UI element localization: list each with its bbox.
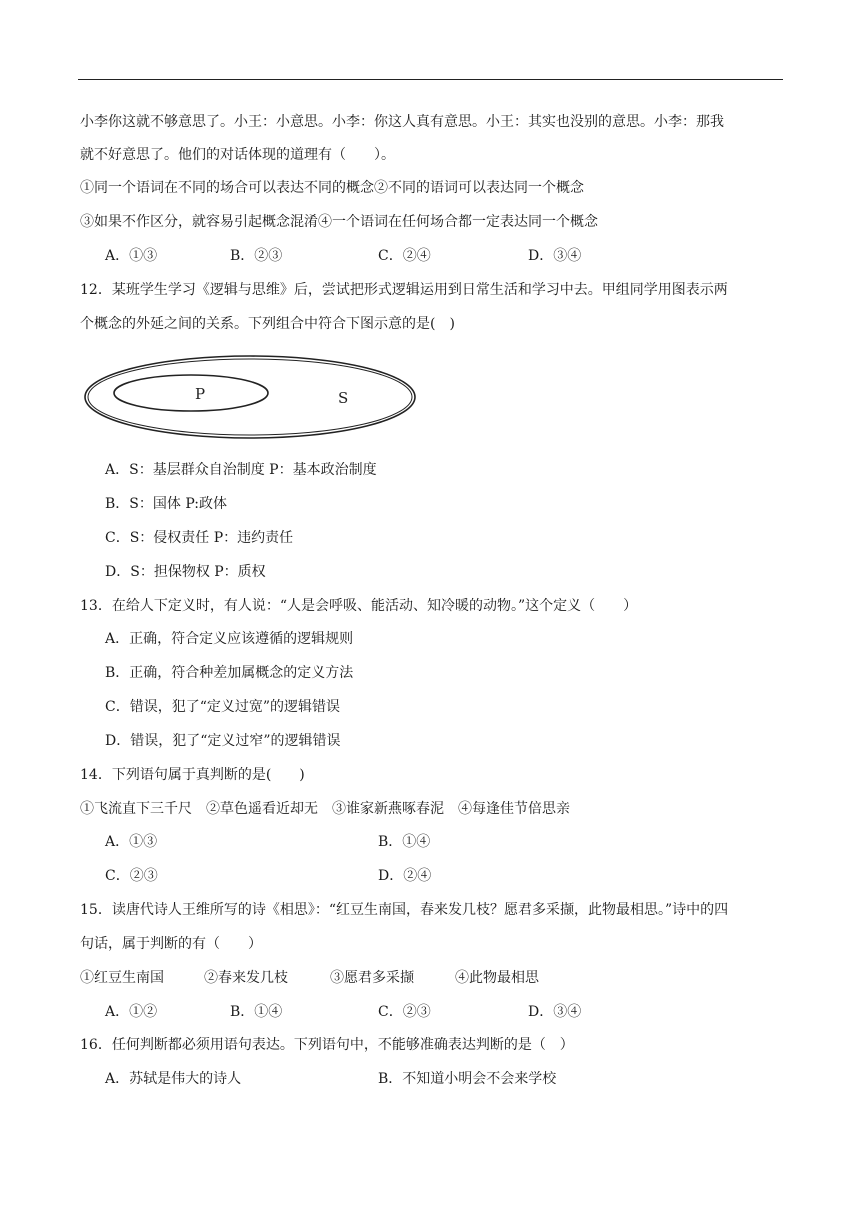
q14-stem: 14．下列语句属于真判断的是( ) (80, 767, 305, 783)
q15-option-c[interactable]: C．②③ (378, 1004, 431, 1020)
inner-ellipse-p (114, 375, 268, 411)
q13-option-d[interactable]: D．错误，犯了“定义过窄”的逻辑错误 (105, 733, 341, 749)
q15-item-1: ①红豆生南国 (80, 970, 164, 986)
q14-option-a[interactable]: A．①③ (105, 834, 158, 850)
outer-ellipse-s-inner-stroke (88, 359, 412, 435)
q12-option-d[interactable]: D．S：担保物权 P：质权 (105, 564, 266, 580)
q16-stem: 16．任何判断都必须用语句表达。下列语句中，不能够准确表达判断的是（ ） (80, 1037, 574, 1053)
q14-option-c[interactable]: C．②③ (105, 868, 158, 884)
header-rule (78, 79, 783, 80)
q12-option-a[interactable]: A．S：基层群众自治制度 P：基本政治制度 (105, 462, 377, 478)
q15-item-4: ④此物最相思 (455, 970, 539, 986)
q15-option-b[interactable]: B．①④ (230, 1004, 283, 1020)
q14-option-d[interactable]: D．②④ (378, 868, 432, 884)
q12-option-c[interactable]: C．S：侵权责任 P：违约责任 (105, 530, 294, 546)
q12-option-b[interactable]: B．S：国体 P:政体 (105, 496, 227, 512)
label-p: P (195, 385, 206, 403)
q12-stem-line2: 个概念的外延之间的关系。下列组合中符合下图示意的是( ) (80, 316, 455, 332)
q15-option-a[interactable]: A．①② (105, 1004, 158, 1020)
q11-option-d[interactable]: D．③④ (528, 248, 582, 264)
q13-option-c[interactable]: C．错误，犯了“定义过宽”的逻辑错误 (105, 699, 341, 715)
q11-option-c[interactable]: C．②④ (378, 248, 431, 264)
q11-option-b[interactable]: B．②③ (230, 248, 283, 264)
q14-items: ①飞流直下三千尺 ②草色遥看近却无 ③谁家新燕啄春泥 ④每逢佳节倍思亲 (80, 801, 570, 817)
q13-stem: 13．在给人下定义时，有人说：“人是会呼吸、能活动、知冷暖的动物。”这个定义（ ） (80, 598, 638, 614)
q16-option-a[interactable]: A．苏轼是伟大的诗人 (105, 1071, 242, 1087)
q15-stem-line2: 句话，属于判断的有（ ） (80, 936, 262, 952)
q15-option-d[interactable]: D．③④ (528, 1004, 582, 1020)
q15-item-2: ②春来发几枝 (204, 970, 288, 986)
label-s: S (338, 389, 349, 407)
q16-option-b[interactable]: B．不知道小明会不会来学校 (378, 1071, 557, 1087)
q11-stem-line2: 就不好意思了。他们的对话体现的道理有（ ）。 (80, 147, 395, 163)
q11-statement-2: ③如果不作区分，就容易引起概念混淆④一个语词在任何场合都一定表达同一个概念 (80, 214, 598, 230)
q14-option-b[interactable]: B．①④ (378, 834, 431, 850)
q13-option-b[interactable]: B．正确，符合种差加属概念的定义方法 (105, 665, 354, 681)
q15-item-3: ③愿君多采撷 (330, 970, 414, 986)
q11-stem-line1: 小李你这就不够意思了。小王：小意思。小李：你这人真有意思。小王：其实也没别的意思。小李：那我 (80, 114, 724, 130)
q11-statement-1: ①同一个语词在不同的场合可以表达不同的概念②不同的语词可以表达同一个概念 (80, 180, 584, 196)
euler-diagram (84, 355, 420, 441)
outer-ellipse-s (85, 356, 415, 438)
q15-stem-line1: 15．读唐代诗人王维所写的诗《相思》：“红豆生南国，春来发几枝？愿君多采撷，此物最相思。”诗中的四 (80, 902, 729, 918)
q13-option-a[interactable]: A．正确，符合定义应该遵循的逻辑规则 (105, 631, 354, 647)
q12-stem-line1: 12．某班学生学习《逻辑与思维》后，尝试把形式逻辑运用到日常生活和学习中去。甲组同学用图表示两 (80, 282, 728, 298)
q11-option-a[interactable]: A．①③ (105, 248, 158, 264)
